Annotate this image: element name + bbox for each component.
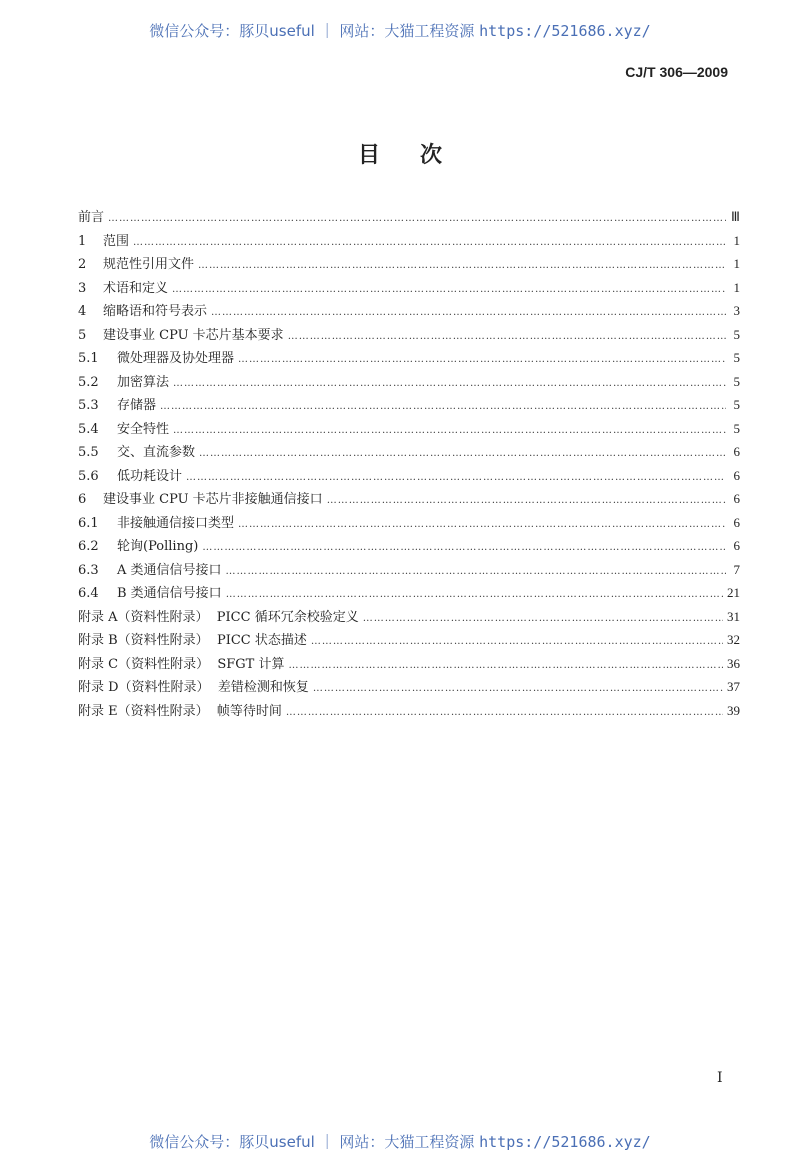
toc-entry-title: 安全特性 [117,421,170,437]
toc-entry-number: 5 [78,327,87,343]
toc-entry-title: 范围 [103,233,130,249]
watermark-top [0,20,800,41]
toc-entry-title: B 类通信信号接口 [117,586,222,601]
toc-entry[interactable] [78,676,740,700]
toc-entry[interactable] [78,418,740,442]
toc-entry-page: 39 [727,702,740,718]
toc-entry-page: 31 [727,608,740,624]
toc-entry[interactable] [78,465,740,489]
watermark-text: 微信公众号：豚贝useful ｜ 网站：大猫工程资源 [149,1133,480,1151]
toc-entry-page: 32 [727,632,740,647]
toc-leader-dots [172,284,726,295]
toc-entry-number: 5.3 [78,398,99,413]
watermark-text: 微信公众号：豚贝useful ｜ 网站：大猫工程资源 [149,22,480,40]
toc-entry-page: 7 [733,561,740,577]
toc-entry[interactable] [78,535,740,559]
toc-entry[interactable] [78,206,740,230]
toc-entry-page: 6 [733,467,740,483]
toc-entry-page: 1 [733,279,740,295]
toc-leader-dots [186,472,726,483]
toc-entry-number: 5.5 [78,445,99,460]
watermark-url: https://521686.xyz/ [479,1133,651,1151]
toc-entry-page: 6 [733,514,740,530]
toc-leader-dots [238,519,726,530]
toc-leader-dots [173,378,726,389]
toc-entry-page: 5 [733,397,740,412]
toc-entry-title: 轮询(Polling) [117,539,199,554]
toc-entry[interactable] [78,253,740,277]
toc-entry[interactable] [78,606,740,630]
toc-leader-dots [226,566,726,577]
toc-entry[interactable] [78,512,740,536]
toc-entry-title: 低功耗设计 [117,468,183,484]
toc-entry-title: 微处理器及协处理器 [117,351,235,366]
toc-entry[interactable] [78,230,740,254]
toc-leader-dots [288,660,723,671]
toc-entry-number: 6.2 [78,539,99,554]
toc-entry-title: 交、直流参数 [117,445,196,460]
toc-leader-dots [288,331,726,342]
toc-entry-title: 术语和定义 [103,280,169,296]
toc-entry-title: 规范性引用文件 [103,257,195,272]
toc-entry-title: 前言 [78,210,105,225]
toc-leader-dots [238,354,726,365]
toc-leader-dots [313,683,723,694]
toc-entry-number: 6.1 [78,515,99,531]
toc-entry[interactable] [78,441,740,465]
toc-leader-dots [327,495,726,506]
toc-entry-page: 5 [733,350,740,365]
toc-entry-page: 5 [733,420,740,436]
toc-entry-number: 5.2 [78,374,99,390]
toc-entry-page: 1 [733,232,740,248]
toc-leader-dots [311,636,723,647]
toc-leader-dots [173,425,726,436]
toc-entry-title: 建设事业 CPU 卡芯片非接触通信接口 [103,492,323,507]
page-title: 目次 [357,142,482,168]
toc-entry[interactable] [78,559,740,583]
watermark-url: https://521686.xyz/ [479,22,651,40]
toc-entry-number: 5.6 [78,468,99,484]
toc-entry-title: 缩略语和符号表示 [103,304,208,319]
toc-leader-dots [198,260,726,271]
toc-entry-number: 1 [78,233,87,249]
toc-entry-page: Ⅲ [731,209,740,224]
toc-entry-title: 附录 A（资料性附录） PICC 循环冗余校验定义 [78,609,359,625]
toc-entry-number: 3 [78,280,87,296]
toc-entry-page: 36 [727,655,740,671]
table-of-contents [78,206,740,723]
toc-leader-dots [199,448,726,459]
toc-entry-number: 6.3 [78,562,99,578]
toc-entry-title: 存储器 [117,398,157,413]
toc-entry[interactable] [78,629,740,653]
toc-entry[interactable] [78,300,740,324]
toc-entry[interactable] [78,700,740,724]
toc-entry-page: 5 [733,326,740,342]
page-number: I [717,1070,723,1086]
toc-entry-title: 非接触通信接口类型 [117,515,235,531]
toc-entry-title: 加密算法 [117,374,170,390]
toc-entry[interactable] [78,488,740,512]
standard-number: CJ/T 306—2009 [625,64,728,80]
toc-entry[interactable] [78,394,740,418]
toc-entry-title: 附录 B（资料性附录） PICC 状态描述 [78,633,307,648]
toc-entry[interactable] [78,653,740,677]
toc-entry-number: 5.4 [78,421,99,437]
toc-entry-page: 6 [733,538,740,553]
toc-entry-number: 5.1 [78,351,99,366]
toc-leader-dots [226,589,723,600]
toc-entry-page: 21 [727,585,740,600]
toc-entry-title: 建设事业 CPU 卡芯片基本要求 [103,327,284,343]
toc-leader-dots [202,542,726,553]
watermark-bottom [0,1131,800,1152]
toc-entry-page: 37 [727,679,740,694]
toc-entry[interactable] [78,277,740,301]
toc-entry-number: 2 [78,257,87,272]
toc-leader-dots [133,237,726,248]
toc-entry-number: 4 [78,304,87,319]
toc-entry-number: 6 [78,492,87,507]
toc-entry[interactable] [78,324,740,348]
toc-entry-page: 6 [733,491,740,506]
toc-entry-page: 3 [733,303,740,318]
toc-entry-page: 5 [733,373,740,389]
toc-entry[interactable] [78,347,740,371]
toc-leader-dots [363,613,723,624]
toc-leader-dots [108,213,726,224]
toc-entry-title: 附录 C（资料性附录） SFGT 计算 [78,656,285,672]
toc-entry-page: 6 [733,444,740,459]
toc-entry[interactable] [78,582,740,606]
toc-leader-dots [286,707,723,718]
toc-entry[interactable] [78,371,740,395]
toc-entry-title: A 类通信信号接口 [117,562,222,578]
toc-entry-title: 附录 E（资料性附录） 帧等待时间 [78,703,282,719]
toc-entry-page: 1 [733,256,740,271]
toc-entry-number: 6.4 [78,586,99,601]
toc-leader-dots [160,401,726,412]
toc-entry-title: 附录 D（资料性附录） 差错检测和恢复 [78,680,309,695]
toc-leader-dots [211,307,726,318]
